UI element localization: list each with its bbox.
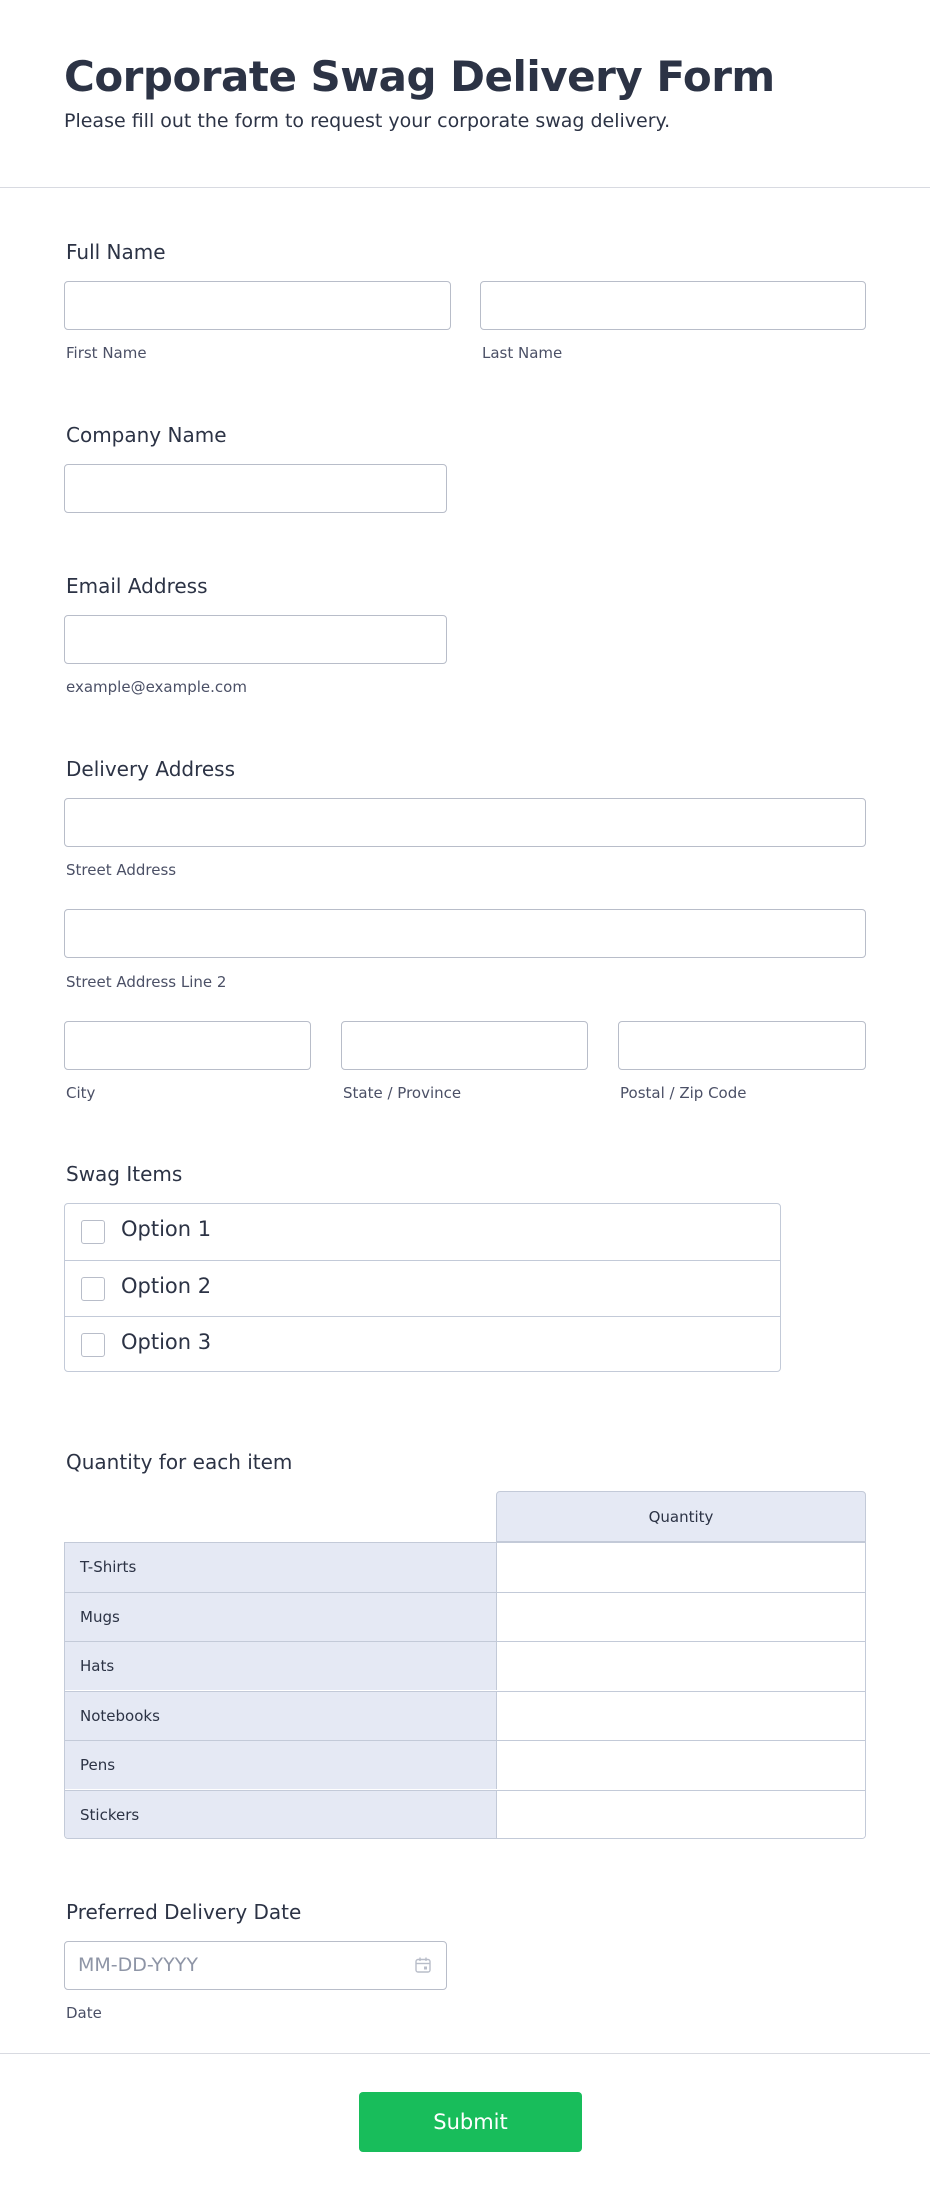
email-input[interactable] bbox=[64, 615, 447, 664]
form-subtitle: Please fill out the form to request your corporate swag delivery. bbox=[64, 110, 671, 132]
matrix-row-label bbox=[65, 1593, 497, 1641]
quantity-cell-notebooks[interactable] bbox=[497, 1692, 865, 1740]
matrix-row-text: Stickers bbox=[80, 1806, 140, 1824]
company-name-label: Company Name bbox=[66, 423, 227, 447]
matrix-row-label bbox=[65, 1642, 497, 1690]
postal-code-input[interactable] bbox=[618, 1021, 866, 1070]
matrix-body bbox=[64, 1542, 866, 1839]
matrix-row-text: Pens bbox=[80, 1756, 116, 1774]
state-sublabel: State / Province bbox=[343, 1084, 462, 1102]
quantity-cell-pens[interactable] bbox=[497, 1741, 865, 1789]
delivery-date-input[interactable] bbox=[64, 1941, 447, 1990]
matrix-row-label bbox=[65, 1741, 497, 1789]
swag-option-label: Option 3 bbox=[121, 1330, 212, 1354]
last-name-sublabel: Last Name bbox=[482, 344, 563, 362]
swag-option-2[interactable] bbox=[65, 1260, 780, 1316]
postal-code-sublabel: Postal / Zip Code bbox=[620, 1084, 747, 1102]
quantity-label: Quantity for each item bbox=[66, 1450, 293, 1474]
form-header bbox=[0, 0, 930, 188]
swag-items-label: Swag Items bbox=[66, 1162, 183, 1186]
email-label: Email Address bbox=[66, 574, 208, 598]
matrix-row bbox=[65, 1641, 865, 1690]
matrix-row-text: T-Shirts bbox=[80, 1558, 137, 1576]
quantity-cell-hats[interactable] bbox=[497, 1642, 865, 1690]
matrix-row bbox=[65, 1740, 865, 1789]
first-name-sublabel: First Name bbox=[66, 344, 147, 362]
quantity-cell-t-shirts[interactable] bbox=[497, 1543, 865, 1592]
matrix-row-label bbox=[65, 1543, 497, 1592]
matrix-column-header bbox=[496, 1491, 866, 1542]
matrix-column-label: Quantity bbox=[648, 1508, 714, 1526]
matrix-row bbox=[65, 1592, 865, 1641]
street-address-input[interactable] bbox=[64, 798, 866, 847]
matrix-row bbox=[65, 1543, 865, 1592]
matrix-row bbox=[65, 1691, 865, 1740]
checkbox[interactable] bbox=[81, 1220, 105, 1244]
delivery-date-label: Preferred Delivery Date bbox=[66, 1900, 302, 1924]
swag-option-label: Option 1 bbox=[121, 1217, 212, 1241]
form-title: Corporate Swag Delivery Form bbox=[64, 52, 775, 101]
matrix-row bbox=[65, 1790, 865, 1839]
matrix-row-text: Mugs bbox=[80, 1608, 120, 1626]
matrix-row-text: Notebooks bbox=[80, 1707, 160, 1725]
city-sublabel: City bbox=[66, 1084, 96, 1102]
quantity-cell-mugs[interactable] bbox=[497, 1593, 865, 1641]
matrix-row-label bbox=[65, 1791, 497, 1839]
street-address-line2-input[interactable] bbox=[64, 909, 866, 958]
email-hint: example@example.com bbox=[66, 678, 247, 696]
city-input[interactable] bbox=[64, 1021, 311, 1070]
street-address-line2-sublabel: Street Address Line 2 bbox=[66, 973, 227, 991]
calendar-icon[interactable] bbox=[414, 1956, 432, 1974]
matrix-row-label bbox=[65, 1692, 497, 1740]
full-name-label: Full Name bbox=[66, 240, 166, 264]
swag-items-checkbox-group bbox=[64, 1203, 781, 1372]
checkbox[interactable] bbox=[81, 1277, 105, 1301]
state-input[interactable] bbox=[341, 1021, 588, 1070]
swag-option-1[interactable] bbox=[65, 1204, 780, 1260]
form-footer bbox=[0, 2053, 930, 2200]
swag-option-label: Option 2 bbox=[121, 1274, 212, 1298]
quantity-matrix bbox=[64, 1491, 866, 1839]
date-placeholder: MM-DD-YYYY bbox=[78, 1954, 198, 1976]
last-name-input[interactable] bbox=[480, 281, 866, 330]
swag-option-3[interactable] bbox=[65, 1316, 780, 1372]
submit-button[interactable]: Submit bbox=[359, 2092, 582, 2152]
quantity-cell-stickers[interactable] bbox=[497, 1791, 865, 1839]
first-name-input[interactable] bbox=[64, 281, 451, 330]
date-sublabel: Date bbox=[66, 2004, 102, 2022]
matrix-row-text: Hats bbox=[80, 1657, 115, 1675]
company-name-input[interactable] bbox=[64, 464, 447, 513]
street-address-sublabel: Street Address bbox=[66, 861, 177, 879]
checkbox[interactable] bbox=[81, 1333, 105, 1357]
delivery-address-label: Delivery Address bbox=[66, 757, 236, 781]
